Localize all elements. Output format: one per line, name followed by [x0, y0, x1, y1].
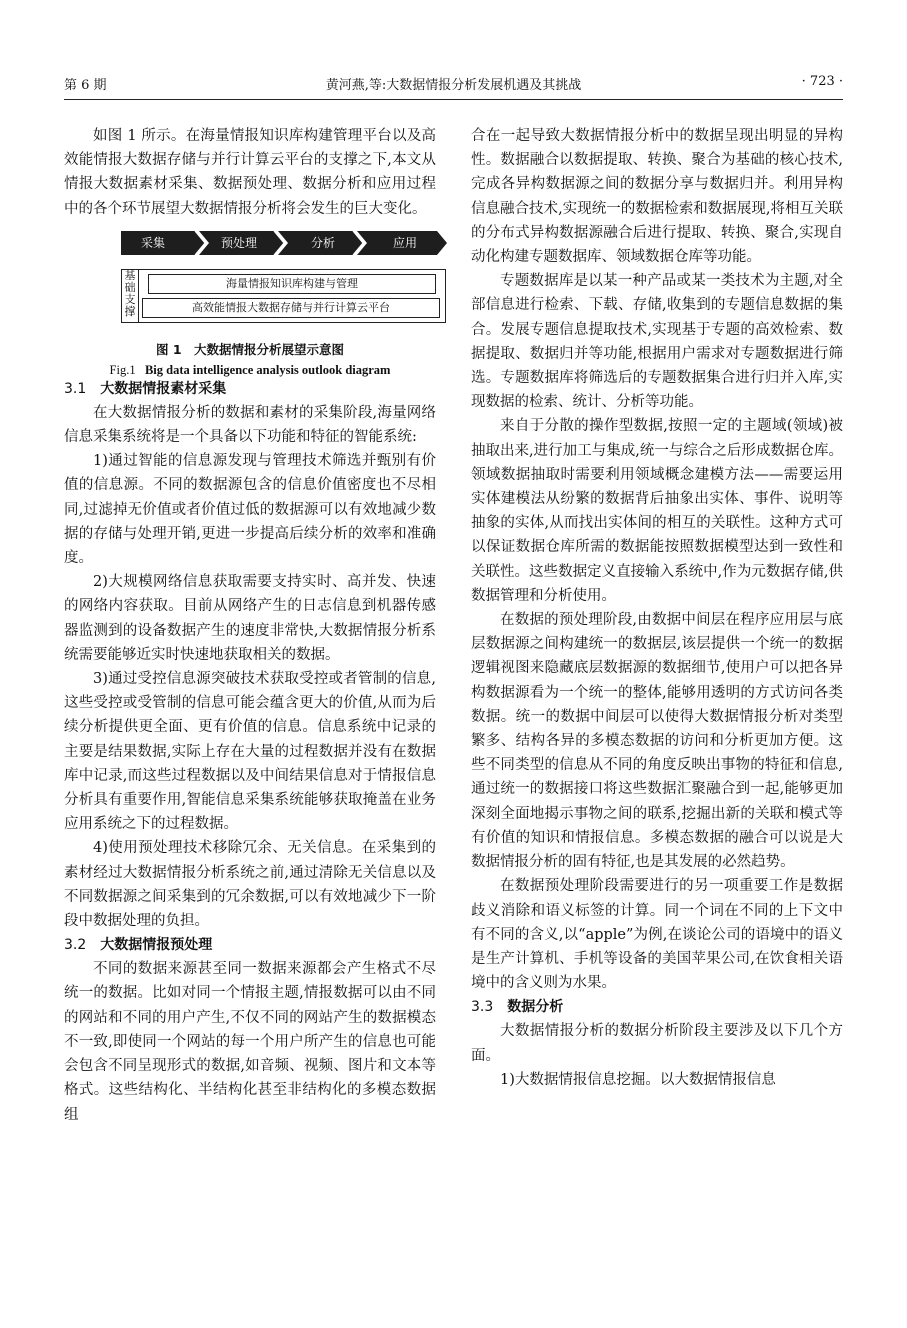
cloud-platform-box: 高效能情报大数据存储与并行计算云平台 [142, 298, 440, 318]
foundation-char: 基 [124, 268, 136, 282]
figure-caption-zh: 图 1 大数据情报分析展望示意图 [155, 341, 345, 357]
issue-number: 第 6 期 [64, 78, 107, 93]
stage-label-analysis: 分析 [310, 235, 336, 250]
intro-paragraph: 如图 1 所示。在海量情报知识库构建管理平台以及高效能情报大数据存储与并行计算云平台的支撑之下,本文从情报大数据素材采集、数据预处理、数据分析和应用过程中的各个环节展望大数据情报分析将会发生的巨大变化。 [64, 128, 436, 217]
stage-label-application: 应用 [392, 235, 418, 250]
figure-caption-en [64, 361, 436, 379]
running-title: 黄河燕,等:大数据情报分析发展机遇及其挑战 [325, 78, 582, 93]
paragraph: 不同的数据来源甚至同一数据来源都会产生格式不尽统一的数据。比如对同一个情报主题,情报数据可以由不同的网站和不同的用户产生,不仅不同的网站产生的数据模态不一致,即使同一个网站的每一个用户所产生的信息也可能会包含不同呈现形式的数据,如音频、视频、图片和文本等格式。这些结构化、半结构化甚至非结构化的多模态数据组 [64, 961, 436, 1123]
paragraph: 大数据情报分析的数据分析阶段主要涉及以下几个方面。 [471, 1023, 843, 1064]
foundation-char: 础 [124, 280, 136, 294]
process-arrow-chain [121, 229, 451, 257]
paragraph: 在数据的预处理阶段,由数据中间层在程序应用层与底层数据源之间构建统一的数据层,该层提供一个统一的数据逻辑视图来隐藏底层数据源的数据细节,使用户可以把各异构数据源看为一个统一的整体,能够用透明的方式访问各类数据。统一的数据中间层可以使得大数据情报分析对类型繁多、结构各异的多模态数据的访问和分析更加方便。这些不同类型的信息从不同的角度反映出事物的特征和信息,通过统一的数据接口将这些数据汇聚融合到一起,能够更加深刻全面地揭示事物之间的联系,挖掘出新的关联和模式等有价值的知识和情报信息。多模态数据的融合可以说是大数据情报分析的固有特征,也是其发展的必然趋势。 [471, 612, 843, 871]
figure-caption-en-prefix: Fig.1 [109, 362, 136, 377]
header-rule [64, 99, 843, 100]
section-heading-3-2 [64, 933, 436, 957]
foundation-char: 撑 [124, 304, 136, 318]
paragraph: 在数据预处理阶段需要进行的另一项重要工作是数据歧义消除和语义标签的计算。同一个词在不同的上下文中有不同的含义,以“apple”为例,在谈论公司的语境中的语义是生产计算机、手机等设备的美国苹果公司,在饮食相关语境中的含义则为水果。 [471, 878, 843, 992]
figure-1 [64, 229, 436, 377]
figure-caption-en-text: Big data intelligence analysis outlook diagram [144, 362, 391, 377]
section-number: 3.3 [471, 999, 494, 1016]
paragraph: 专题数据库是以某一种产品或某一类技术为主题,对全部信息进行检索、下载、存储,收集到的专题信息数据的集合。发展专题信息提取技术,实现基于专题的高效检索、数据提取、数据归并等功能,根据用户需求对专题数据进行筛选。专题数据库将筛选后的专题数据集合进行归并入库,实现数据的检索、统计、分析等功能。 [471, 273, 843, 411]
list-item: 3)通过受控信息源突破技术获取受控或者管制的信息,这些受控或受管制的信息可能会蕴含更大的价值,从而为后续分析提供更全面、更有价值的信息。信息系统中记录的主要是结果数据,实际上存在大量的过程数据并没有在数据库中记录,而这些过程数据以及中间结果信息对于情报信息分析具有重要作用,智能信息采集系统能够获取掩盖在业务应用系统之下的过程数据。 [64, 671, 436, 833]
running-header [64, 74, 843, 94]
paragraph: 在大数据情报分析的数据和素材的采集阶段,海量网络信息采集系统将是一个具备以下功能和特征的智能系统: [64, 404, 436, 446]
foundation-label [122, 270, 139, 322]
foundation-char: 支 [124, 292, 136, 306]
paragraph: 合在一起导致大数据情报分析中的数据呈现出明显的异构性。数据融合以数据提取、转换、聚合为基础的核心技术,完成各异构数据源之间的数据分享与数据归并。利用异构信息融合技术,实现统一的数据检索和数据展现,将相互关联的分布式异构数据源融合后进行提取、转换、聚合,实现自动化构建专题数据库、领域数据仓库等功能。 [471, 128, 843, 266]
stage-label-preprocess: 预处理 [220, 235, 258, 250]
section-title: 大数据情报预处理 [100, 937, 213, 954]
right-column [471, 124, 843, 1092]
knowledge-base-box: 海量情报知识库构建与管理 [148, 274, 436, 294]
left-column [64, 124, 436, 1127]
list-item: 1)通过智能的信息源发现与管理技术筛选并甄别有价值的信息源。不同的数据源包含的信息价值密度也不尽相同,过滤掉无价值或者价值过低的数据源可以有效地减少数据的存储与处理开销,更进一步提高后续分析的效率和准确度。 [64, 453, 436, 567]
list-item: 4)使用预处理技术移除冗余、无关信息。在采集到的素材经过大数据情报分析系统之前,通过清除无关信息以及不同数据源之间采集到的冗余数据,可以有效地减少下一阶段中数据处理的负担。 [64, 840, 436, 930]
section-number: 3.1 [64, 380, 87, 397]
page-number: · 723 · [801, 74, 843, 89]
section-title: 数据分析 [507, 999, 564, 1016]
paragraph: 来自于分散的操作型数据,按照一定的主题域(领域)被抽取出来,进行加工与集成,统一与综合之后形成数据仓库。领域数据抽取时需要利用领域概念建模方法——需要运用实体建模法从纷繁的数据背后抽象出实体、事件、说明等抽象的实体,从而找出实体间的相互的关联性。这种方式可以保证数据仓库所需的数据能按照数据模型达到一致性和关联性。这些数据定义直接输入系统中,作为元数据存储,供数据管理和分析使用。 [471, 418, 843, 604]
stage-label-collect: 采集 [140, 235, 166, 250]
list-item: 2)大规模网络信息获取需要支持实时、高并发、快速的网络内容获取。目前从网络产生的日志信息到机器传感器监测到的设备数据产生的速度非常快,大数据情报分析系统需要能够近实时快速地获取相关的数据。 [64, 574, 436, 663]
section-title: 大数据情报素材采集 [100, 380, 227, 397]
section-number: 3.2 [64, 937, 87, 954]
list-item: 1)大数据情报信息挖掘。以大数据情报信息 [500, 1071, 776, 1088]
section-heading-3-1 [64, 377, 436, 401]
foundation-support-box [121, 269, 446, 323]
section-heading-3-3 [471, 995, 843, 1019]
